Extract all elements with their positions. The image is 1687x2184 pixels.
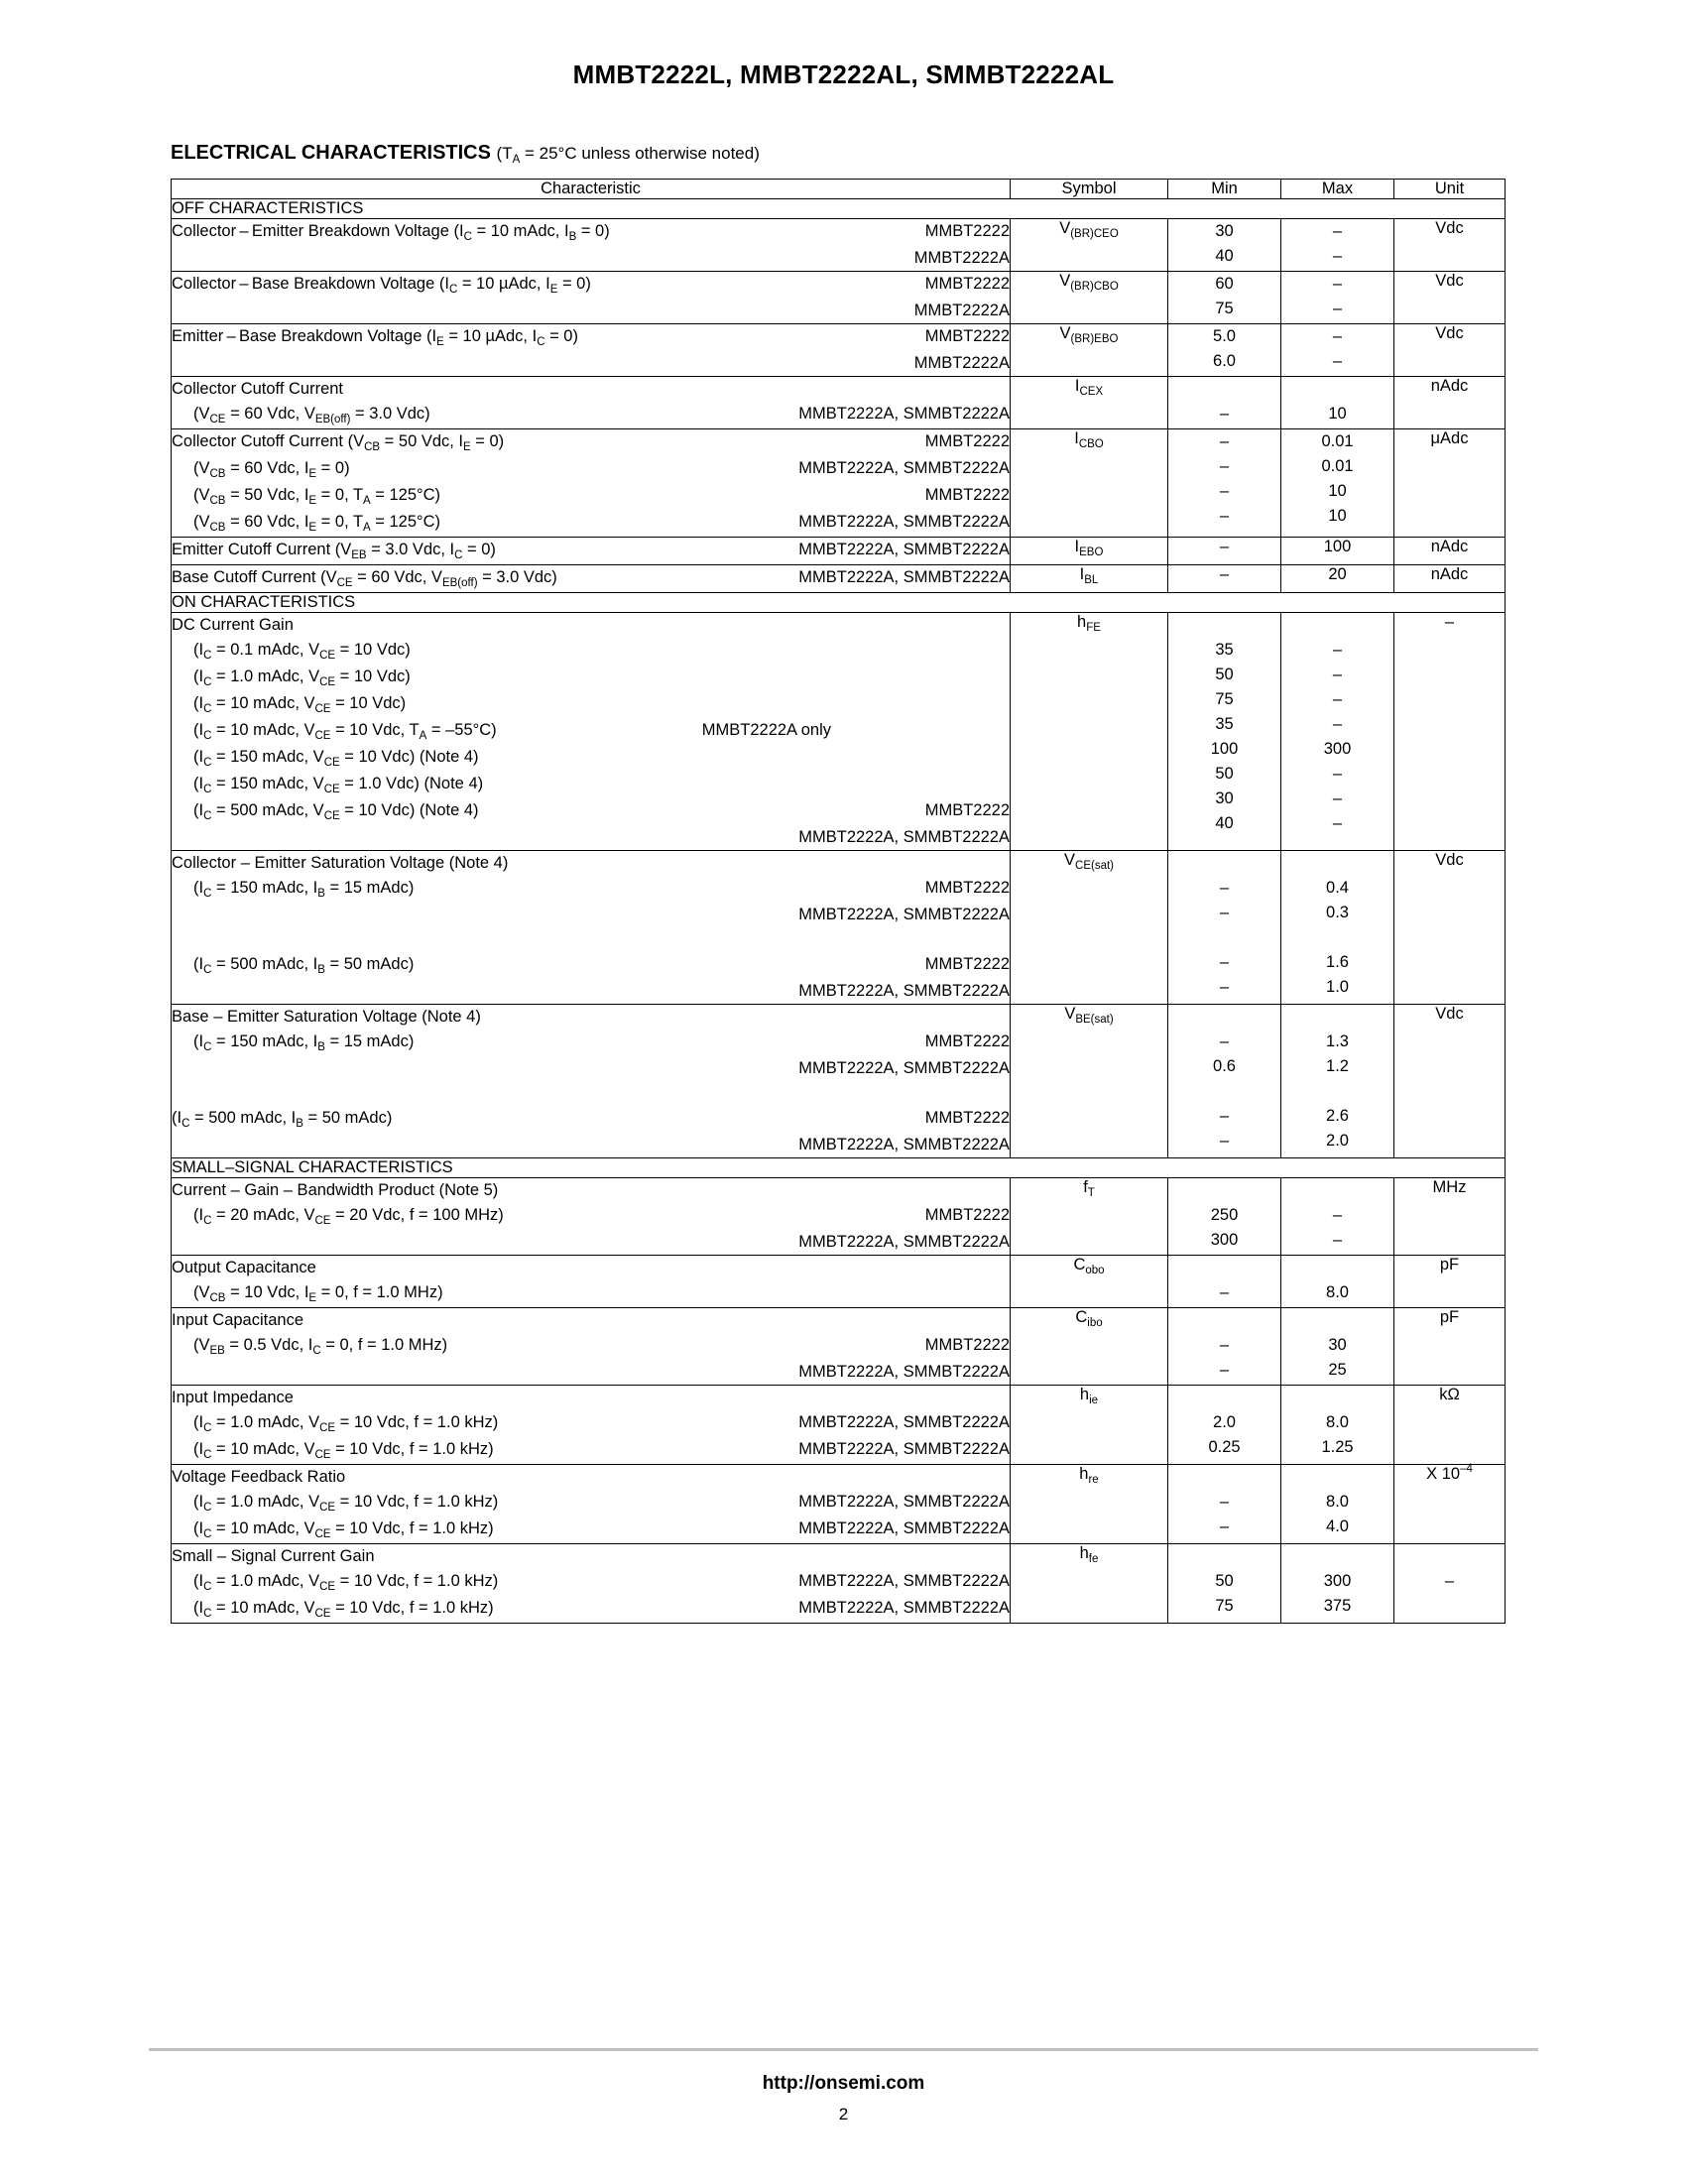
row-unit: Vdc <box>1394 324 1506 377</box>
characteristic-text: Input Impedance <box>172 1389 294 1406</box>
max-value: 30 <box>1328 1336 1347 1354</box>
max-value: – <box>1332 666 1343 683</box>
condition-text: ($I_C = 500$ mAdc, $I_B = 50$ mAdc) <box>193 955 415 976</box>
max-value: 8.0 <box>1326 1283 1349 1301</box>
table-row <box>172 377 1506 429</box>
device-name: MMBT2222A <box>913 249 1010 267</box>
device-name: MMBT2222A, SMMBT2222A <box>798 1233 1010 1251</box>
min-value: 2.0 <box>1213 1413 1236 1431</box>
min-value: 0.6 <box>1213 1057 1236 1075</box>
table-row <box>172 1544 1506 1624</box>
min-value: – <box>1219 978 1230 996</box>
condition-text: ($I_C = 150$ mAdc, $V_{CE} = 1.0$ Vdc) (Note 4) <box>193 775 484 795</box>
row-max: 20 <box>1281 565 1394 593</box>
row-symbol: $V_{BE(sat)}$ <box>1011 1005 1168 1158</box>
device-name: MMBT2222A <box>913 354 1010 372</box>
characteristic-text: Base – Emitter Saturation Voltage (Note 4) <box>172 1008 481 1026</box>
device-name: MMBT2222 <box>924 801 1010 819</box>
column-header-characteristic: Characteristic <box>172 180 1011 199</box>
row-min <box>1168 851 1281 1005</box>
max-value: – <box>1332 690 1343 708</box>
row-min <box>1168 1386 1281 1465</box>
min-value: – <box>1219 1336 1230 1354</box>
max-value: – <box>1332 275 1343 293</box>
row-characteristic <box>172 1178 1011 1256</box>
table-row <box>172 613 1506 851</box>
max-value: – <box>1332 715 1343 733</box>
row-max <box>1281 429 1394 538</box>
condition-text: ($V_{CB} = 50$ Vdc, $I_E = 0$, $T_A = 125^\circ C$) <box>193 486 441 507</box>
row-unit: kΩ <box>1394 1386 1506 1465</box>
characteristic-text: Current – Gain – Bandwidth Product (Note 5) <box>172 1181 499 1199</box>
min-value: 40 <box>1215 247 1234 265</box>
row-max: 100 <box>1281 538 1394 565</box>
max-value: 2.6 <box>1326 1107 1349 1125</box>
table-row <box>172 1256 1506 1308</box>
table-row <box>172 538 1506 565</box>
table-row <box>172 1465 1506 1544</box>
characteristic-text: Collector – Emitter Saturation Voltage (Note 4) <box>172 854 509 872</box>
row-unit: X $10^{-4}$ <box>1394 1465 1506 1544</box>
row-min: – <box>1168 565 1281 593</box>
row-symbol: $I_{CBO}$ <box>1011 429 1168 538</box>
max-value: – <box>1332 1206 1343 1224</box>
row-symbol: $I_{CEX}$ <box>1011 377 1168 429</box>
min-value: – <box>1219 482 1230 500</box>
device-name: MMBT2222A, SMMBT2222A <box>798 1572 1010 1590</box>
characteristic-text: Voltage Feedback Ratio <box>172 1468 346 1486</box>
condition-text: ($I_C = 10$ mAdc, $V_{CE} = 10$ Vdc, f = 1.0 kHz) <box>193 1519 494 1540</box>
max-value: – <box>1332 641 1343 659</box>
min-value: 100 <box>1210 740 1239 758</box>
row-min <box>1168 1005 1281 1158</box>
max-value: 4.0 <box>1326 1517 1349 1535</box>
row-symbol: $V_{CE(sat)}$ <box>1011 851 1168 1005</box>
row-characteristic <box>172 538 1011 565</box>
min-value: 35 <box>1215 641 1234 659</box>
min-value: – <box>1219 1517 1230 1535</box>
characteristic-text: Emitter – Base Breakdown Voltage ($I_E = 10$ µAdc, $I_C = 0$) <box>172 327 578 348</box>
min-value: – <box>1219 879 1230 897</box>
max-value: – <box>1332 327 1343 345</box>
page-footer <box>149 2048 1538 2124</box>
min-value: – <box>1219 1361 1230 1379</box>
characteristic-text: Collector Cutoff Current ($V_{CB} = 50$ Vdc, $I_E = 0$) <box>172 432 505 453</box>
max-value: 10 <box>1328 482 1347 500</box>
row-characteristic <box>172 429 1011 538</box>
device-name: MMBT2222 <box>924 486 1010 504</box>
min-value: – <box>1219 1032 1230 1050</box>
max-value: 10 <box>1328 405 1347 423</box>
group-row-small-signal-characteristics <box>172 1158 1506 1178</box>
max-value: 25 <box>1328 1361 1347 1379</box>
row-max <box>1281 1308 1394 1386</box>
device-name: MMBT2222A, SMMBT2222A <box>798 1363 1010 1381</box>
device-name: MMBT2222 <box>924 955 1010 973</box>
column-header-max: Max <box>1281 180 1394 199</box>
row-unit: Vdc <box>1394 272 1506 324</box>
characteristic-text: Collector – Base Breakdown Voltage ($I_C = 10$ µAdc, $I_E = 0$) <box>172 275 591 296</box>
device-name: MMBT2222A, SMMBT2222A <box>798 1413 1010 1431</box>
row-symbol: $f_T$ <box>1011 1178 1168 1256</box>
row-min <box>1168 1544 1281 1624</box>
max-value: 0.01 <box>1321 457 1354 475</box>
row-characteristic <box>172 1386 1011 1465</box>
min-value: 75 <box>1215 690 1234 708</box>
row-characteristic <box>172 1005 1011 1158</box>
condition-text: ($V_{CB} = 60$ Vdc, $I_E = 0$, $T_A = 125^\circ C$) <box>193 513 441 534</box>
condition-text: ($I_C = 10$ mAdc, $V_{CE} = 10$ Vdc) <box>193 694 407 715</box>
table-row <box>172 851 1506 1005</box>
device-name: MMBT2222A, SMMBT2222A <box>798 541 1010 558</box>
row-max <box>1281 219 1394 272</box>
min-value: 30 <box>1215 222 1234 240</box>
row-characteristic <box>172 613 1011 851</box>
device-name: MMBT2222 <box>924 1109 1010 1127</box>
row-min <box>1168 1308 1281 1386</box>
min-value: 6.0 <box>1213 352 1236 370</box>
characteristic-text: Emitter Cutoff Current ($V_{EB} = 3.0$ Vdc, $I_C = 0$) <box>172 541 496 561</box>
row-max <box>1281 1005 1394 1158</box>
footer-url[interactable]: http://onsemi.com <box>762 2073 925 2094</box>
condition-text: ($I_C = 1.0$ mAdc, $V_{CE} = 10$ Vdc) <box>193 667 411 688</box>
max-value: 0.4 <box>1326 879 1349 897</box>
row-unit: nAdc <box>1394 565 1506 593</box>
min-value: 50 <box>1215 1572 1234 1590</box>
max-value: 1.2 <box>1326 1057 1349 1075</box>
min-value: 250 <box>1210 1206 1239 1224</box>
row-symbol: $V_{(BR)CBO}$ <box>1011 272 1168 324</box>
section-heading-note: ($T_A = 25^\circ C$ unless otherwise noted) <box>496 144 760 166</box>
min-value: – <box>1219 457 1230 475</box>
row-symbol: $h_{ie}$ <box>1011 1386 1168 1465</box>
table-row <box>172 565 1506 593</box>
max-value: – <box>1332 1231 1343 1249</box>
table-row <box>172 324 1506 377</box>
device-name: MMBT2222 <box>924 222 1010 240</box>
row-symbol: $V_{(BR)EBO}$ <box>1011 324 1168 377</box>
min-value: 40 <box>1215 814 1234 832</box>
table-row <box>172 272 1506 324</box>
row-unit: Vdc <box>1394 851 1506 1005</box>
max-value: 2.0 <box>1326 1132 1349 1150</box>
row-min <box>1168 219 1281 272</box>
max-value: 8.0 <box>1326 1413 1349 1431</box>
max-value: – <box>1332 222 1343 240</box>
row-unit: nAdc <box>1394 538 1506 565</box>
row-symbol: $h_{re}$ <box>1011 1465 1168 1544</box>
group-row-on-characteristics <box>172 593 1506 613</box>
row-symbol: $h_{FE}$ <box>1011 613 1168 851</box>
row-max <box>1281 1256 1394 1308</box>
condition-text: ($I_C = 10$ mAdc, $V_{CE} = 10$ Vdc, f = 1.0 kHz) <box>193 1440 494 1461</box>
group-label-on: ON CHARACTERISTICS <box>172 593 1506 613</box>
column-header-symbol: Symbol <box>1011 180 1168 199</box>
table-row <box>172 1178 1506 1256</box>
min-value: 5.0 <box>1213 327 1236 345</box>
table-row <box>172 219 1506 272</box>
row-max <box>1281 1465 1394 1544</box>
condition-text: ($V_{EB} = 0.5$ Vdc, $I_C = 0$, f = 1.0 MHz) <box>193 1336 448 1357</box>
row-min <box>1168 1465 1281 1544</box>
min-value: – <box>1219 953 1230 971</box>
group-row-off-characteristics <box>172 199 1506 219</box>
max-value: – <box>1332 352 1343 370</box>
min-value: 0.25 <box>1208 1438 1241 1456</box>
min-value: – <box>1219 1107 1230 1125</box>
min-value: – <box>1219 432 1230 450</box>
min-value: – <box>1219 1493 1230 1511</box>
max-value: 1.6 <box>1326 953 1349 971</box>
row-unit: pF <box>1394 1256 1506 1308</box>
device-name: MMBT2222A, SMMBT2222A <box>798 1519 1010 1537</box>
unit-value: – <box>1444 1572 1455 1590</box>
condition-text: ($I_C = 1.0$ mAdc, $V_{CE} = 10$ Vdc, f = 1.0 kHz) <box>193 1493 499 1514</box>
row-characteristic <box>172 1308 1011 1386</box>
row-unit: pF <box>1394 1308 1506 1386</box>
device-name: MMBT2222 <box>924 879 1010 897</box>
min-value: 50 <box>1215 666 1234 683</box>
row-symbol: $h_{fe}$ <box>1011 1544 1168 1624</box>
max-value: 1.0 <box>1326 978 1349 996</box>
row-min: – <box>1168 538 1281 565</box>
device-name: MMBT2222A, SMMBT2222A <box>798 1599 1010 1617</box>
row-characteristic <box>172 1465 1011 1544</box>
row-min <box>1168 324 1281 377</box>
max-value: 300 <box>1323 1572 1352 1590</box>
max-value: 0.01 <box>1321 432 1354 450</box>
row-characteristic <box>172 1256 1011 1308</box>
device-name: MMBT2222 <box>924 275 1010 293</box>
condition-text: ($I_C = 1.0$ mAdc, $V_{CE} = 10$ Vdc, f = 1.0 kHz) <box>193 1572 499 1593</box>
device-name: MMBT2222A, SMMBT2222A <box>798 1136 1010 1153</box>
device-name: MMBT2222A, SMMBT2222A <box>798 828 1010 846</box>
table-row <box>172 1005 1506 1158</box>
row-characteristic <box>172 1544 1011 1624</box>
min-value: 75 <box>1215 1597 1234 1615</box>
row-max <box>1281 1544 1394 1624</box>
characteristic-text: Collector Cutoff Current <box>172 380 344 398</box>
max-value: 1.25 <box>1321 1438 1354 1456</box>
row-min <box>1168 429 1281 538</box>
min-value: 300 <box>1210 1231 1239 1249</box>
row-min <box>1168 272 1281 324</box>
device-name: MMBT2222A, SMMBT2222A <box>798 568 1010 586</box>
row-characteristic <box>172 565 1011 593</box>
characteristic-text: Input Capacitance <box>172 1311 304 1329</box>
row-max <box>1281 851 1394 1005</box>
table-header-row <box>172 180 1506 199</box>
device-name: MMBT2222A, SMMBT2222A <box>798 405 1010 423</box>
device-name: MMBT2222A, SMMBT2222A <box>798 1059 1010 1077</box>
max-value: 300 <box>1323 740 1352 758</box>
condition-text: ($V_{CB} = 60$ Vdc, $I_E = 0$) <box>193 459 350 480</box>
group-label-off: OFF CHARACTERISTICS <box>172 199 1506 219</box>
device-name: MMBT2222A, SMMBT2222A <box>798 513 1010 531</box>
max-value: 8.0 <box>1326 1493 1349 1511</box>
min-value: – <box>1219 405 1230 423</box>
max-value: 375 <box>1323 1597 1352 1615</box>
row-unit: μAdc <box>1394 429 1506 538</box>
min-value: 30 <box>1215 789 1234 807</box>
device-name: MMBT2222 <box>924 1336 1010 1354</box>
device-name: MMBT2222A, SMMBT2222A <box>798 1440 1010 1458</box>
device-name: MMBT2222 <box>924 432 1010 450</box>
max-value: – <box>1332 247 1343 265</box>
row-min <box>1168 377 1281 429</box>
characteristic-text: DC Current Gain <box>172 616 294 634</box>
row-characteristic <box>172 272 1011 324</box>
table-row <box>172 1308 1506 1386</box>
max-value: – <box>1332 300 1343 317</box>
min-value: 50 <box>1215 765 1234 783</box>
condition-text: ($V_{CB} = 10$ Vdc, $I_E = 0$, f = 1.0 MHz) <box>193 1283 443 1304</box>
max-value: 0.3 <box>1326 904 1349 921</box>
row-characteristic <box>172 219 1011 272</box>
device-name: MMBT2222A, SMMBT2222A <box>798 459 1010 477</box>
row-unit: MHz <box>1394 1178 1506 1256</box>
max-value: 1.3 <box>1326 1032 1349 1050</box>
min-value: 75 <box>1215 300 1234 317</box>
device-name: MMBT2222 <box>924 1206 1010 1224</box>
device-name: MMBT2222A, SMMBT2222A <box>798 906 1010 923</box>
footer-divider <box>149 2048 1538 2051</box>
max-value: – <box>1332 814 1343 832</box>
max-value: – <box>1332 789 1343 807</box>
condition-text: ($I_C = 150$ mAdc, $I_B = 15$ mAdc) <box>193 879 415 900</box>
characteristic-text: Base Cutoff Current ($V_{CE} = 60$ Vdc, $V_{EB(off)} = 3.0$ Vdc) <box>172 568 557 589</box>
condition-text: ($I_C = 10$ mAdc, $V_{CE} = 10$ Vdc, $T_A = -55^\circ C$) <box>193 721 497 742</box>
section-heading-text: ELECTRICAL CHARACTERISTICS <box>171 142 491 164</box>
row-max <box>1281 324 1394 377</box>
row-symbol: $C_{obo}$ <box>1011 1256 1168 1308</box>
device-name: MMBT2222A, SMMBT2222A <box>798 1493 1010 1511</box>
min-value: – <box>1219 1132 1230 1150</box>
row-symbol: $C_{ibo}$ <box>1011 1308 1168 1386</box>
condition-text: ($V_{CE} = 60$ Vdc, $V_{EB(off)} = 3.0$ Vdc) <box>193 405 430 425</box>
row-unit: nAdc <box>1394 377 1506 429</box>
condition-text: ($I_C = 500$ mAdc, $V_{CE} = 10$ Vdc) (Note 4) <box>193 801 479 822</box>
row-max <box>1281 377 1394 429</box>
row-unit: Vdc <box>1394 1005 1506 1158</box>
row-min <box>1168 613 1281 851</box>
characteristic-text: Collector – Emitter Breakdown Voltage ($I_C = 10$ mAdc, $I_B = 0$) <box>172 222 610 243</box>
device-name: MMBT2222A, SMMBT2222A <box>798 982 1010 1000</box>
condition-text: ($I_C = 150$ mAdc, $V_{CE} = 10$ Vdc) (Note 4) <box>193 748 479 769</box>
condition-text: ($I_C = 0.1$ mAdc, $V_{CE} = 10$ Vdc) <box>193 641 411 662</box>
row-symbol: $I_{BL}$ <box>1011 565 1168 593</box>
characteristic-text: Output Capacitance <box>172 1259 316 1276</box>
device-name: MMBT2222A only <box>701 721 831 739</box>
page-number: 2 <box>838 2105 849 2123</box>
electrical-characteristics-table <box>171 179 1506 1624</box>
table-row <box>172 1386 1506 1465</box>
row-characteristic <box>172 324 1011 377</box>
device-name: MMBT2222 <box>924 327 1010 345</box>
max-value: 10 <box>1328 507 1347 525</box>
device-name: MMBT2222 <box>924 1032 1010 1050</box>
min-value: 35 <box>1215 715 1234 733</box>
row-characteristic <box>172 851 1011 1005</box>
characteristic-text: Small – Signal Current Gain <box>172 1547 375 1565</box>
row-symbol: $I_{EBO}$ <box>1011 538 1168 565</box>
row-max <box>1281 1178 1394 1256</box>
min-value: – <box>1219 904 1230 921</box>
row-max <box>1281 613 1394 851</box>
row-max <box>1281 272 1394 324</box>
row-max <box>1281 1386 1394 1465</box>
row-unit <box>1394 1544 1506 1624</box>
condition-text: ($I_C = 1.0$ mAdc, $V_{CE} = 10$ Vdc, f = 1.0 kHz) <box>193 1413 499 1434</box>
row-min <box>1168 1256 1281 1308</box>
group-label-small-signal: SMALL–SIGNAL CHARACTERISTICS <box>172 1158 1506 1178</box>
row-min <box>1168 1178 1281 1256</box>
row-unit: – <box>1394 613 1506 851</box>
condition-text: ($I_C = 500$ mAdc, $I_B = 50$ mAdc) <box>172 1109 393 1130</box>
row-unit: Vdc <box>1394 219 1506 272</box>
page-title: MMBT2222L, MMBT2222AL, SMMBT2222AL <box>572 60 1115 89</box>
row-symbol: $V_{(BR)CEO}$ <box>1011 219 1168 272</box>
min-value: – <box>1219 507 1230 525</box>
condition-text: ($I_C = 10$ mAdc, $V_{CE} = 10$ Vdc, f = 1.0 kHz) <box>193 1599 494 1620</box>
condition-text: ($I_C = 20$ mAdc, $V_{CE} = 20$ Vdc, f = 100 MHz) <box>193 1206 504 1227</box>
column-header-unit: Unit <box>1394 180 1506 199</box>
column-header-min: Min <box>1168 180 1281 199</box>
condition-text: ($I_C = 150$ mAdc, $I_B = 15$ mAdc) <box>193 1032 415 1053</box>
device-name: MMBT2222A <box>913 302 1010 319</box>
row-characteristic <box>172 377 1011 429</box>
max-value: – <box>1332 765 1343 783</box>
section-heading <box>171 142 1538 165</box>
min-value: 60 <box>1215 275 1234 293</box>
min-value: – <box>1219 1283 1230 1301</box>
table-row <box>172 429 1506 538</box>
